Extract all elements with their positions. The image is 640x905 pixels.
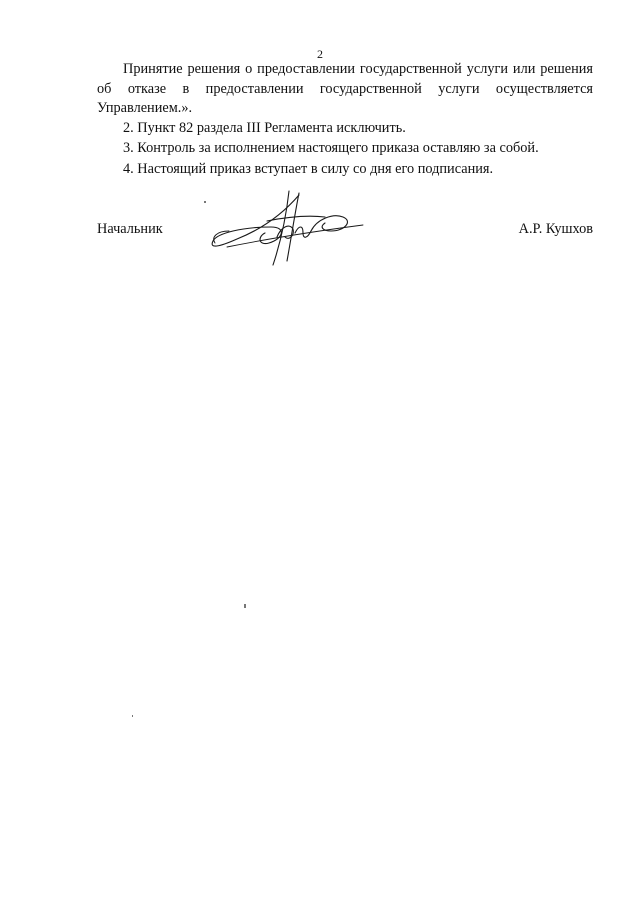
- paragraph-item-2: 2. Пункт 82 раздела III Регламента исключить.: [123, 119, 406, 136]
- signature-block: [97, 212, 593, 292]
- paragraph-item-3: 3. Контроль за исполнением настоящего приказа оставляю за собой.: [123, 140, 539, 156]
- signer-name: А.Р. Кушхов: [518, 221, 593, 237]
- scan-speck: [204, 201, 206, 203]
- scan-speck: [244, 604, 246, 608]
- paragraph-service-decision: Принятие решения о предоставлении государственной услуги или решения об отказе в предоставлении государственной услуги осуществляется Управлением.».: [97, 61, 593, 116]
- document-body: [97, 60, 593, 179]
- signer-position: Начальник: [97, 221, 163, 237]
- paragraph-item-4: 4. Настоящий приказ вступает в силу со дня его подписания.: [123, 160, 494, 177]
- scan-speck: [132, 715, 133, 717]
- handwritten-signature: [207, 187, 367, 277]
- page-number: 2: [317, 47, 323, 61]
